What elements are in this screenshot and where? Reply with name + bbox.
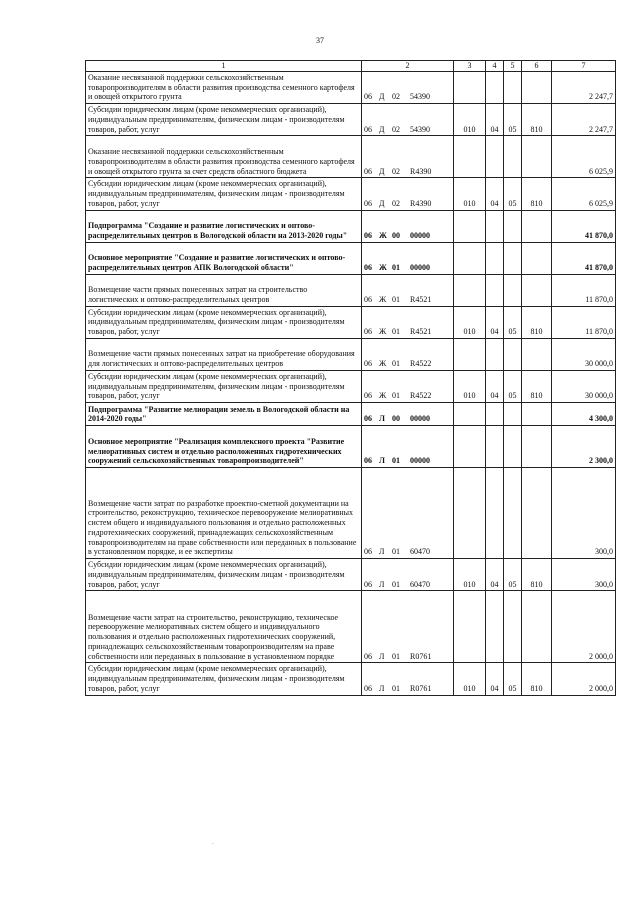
table-row <box>86 136 616 178</box>
code-part: 00 <box>392 230 400 240</box>
row-pr <box>504 403 522 426</box>
row-rz: 04 <box>486 306 504 338</box>
code-part: Л <box>379 456 385 466</box>
code-part: 06 <box>364 327 372 336</box>
code-part: 54390 <box>410 124 430 134</box>
budget-table <box>85 60 616 696</box>
row-amount: 4 300,0 <box>552 403 616 426</box>
row-name: Основное мероприятие "Создание и развитие логистических и оптово-распределительных центров АПК Вологодской области" <box>86 242 362 274</box>
code-part: 06 <box>364 230 372 240</box>
table-row <box>86 104 616 136</box>
row-name: Субсидии юридическим лицам (кроме некоммерческих организаций), индивидуальным предпринимателям, физическим лицам - производителям товаров, работ, услуг <box>86 370 362 402</box>
code-part: 06 <box>364 124 372 134</box>
row-name: Возмещение части затрат на строительство, реконструкцию, техническое перевооружение мелиоративных систем общего и индивидуального пользования и отдельно расположенных гидротехнических сооружений, принадлежащих сельскохозяйственным товаропроизводителям на праве собственности или переданных в пользование в установленном порядке <box>86 591 362 663</box>
row-vr <box>454 468 486 559</box>
row-name: Возмещение части прямых понесенных затрат на приобретение оборудования для логистических и оптово-распределительных центров <box>86 338 362 370</box>
code-part: 06 <box>364 198 372 208</box>
row-vr: 010 <box>454 178 486 210</box>
code-part: Ж <box>379 294 387 304</box>
row-rz <box>486 242 504 274</box>
row-amount: 2 247,7 <box>552 71 616 103</box>
table-row <box>86 210 616 242</box>
code-part: Ж <box>379 262 387 272</box>
code-part: Л <box>379 683 385 693</box>
table-row <box>86 426 616 468</box>
row-kosgu: 810 <box>522 306 552 338</box>
table-row <box>86 178 616 210</box>
row-amount: 11 870,0 <box>552 306 616 338</box>
code-part: 01 <box>392 262 400 272</box>
code-part: 00000 <box>410 414 430 424</box>
row-rz <box>486 468 504 559</box>
code-part: 60470 <box>410 547 430 557</box>
header-col-7: 7 <box>552 61 616 72</box>
row-kosgu: 810 <box>522 370 552 402</box>
code-part: Л <box>379 414 385 424</box>
row-amount: 2 300,0 <box>552 426 616 468</box>
code-part: 01 <box>392 547 400 557</box>
code-part: 01 <box>392 359 400 368</box>
row-rz <box>486 403 504 426</box>
row-vr <box>454 71 486 103</box>
row-amount: 11 870,0 <box>552 274 616 306</box>
header-col-4: 4 <box>486 61 504 72</box>
table-row <box>86 71 616 103</box>
row-vr <box>454 591 486 663</box>
row-pr <box>504 210 522 242</box>
code-part: R4521 <box>410 294 432 304</box>
row-kosgu <box>522 274 552 306</box>
row-vr <box>454 242 486 274</box>
row-amount: 30 000,0 <box>552 338 616 370</box>
table-row <box>86 338 616 370</box>
code-part: 06 <box>364 456 372 466</box>
row-code <box>362 104 454 136</box>
header-col-5: 5 <box>504 61 522 72</box>
code-part: 06 <box>364 414 372 424</box>
row-amount: 6 025,9 <box>552 178 616 210</box>
row-pr <box>504 468 522 559</box>
row-pr: 05 <box>504 104 522 136</box>
code-part: 00000 <box>410 230 430 240</box>
row-vr <box>454 403 486 426</box>
header-col-2: 2 <box>362 61 454 72</box>
row-code <box>362 591 454 663</box>
code-part: 01 <box>392 327 400 336</box>
table-row <box>86 663 616 695</box>
row-pr <box>504 274 522 306</box>
row-pr: 05 <box>504 306 522 338</box>
row-name: Субсидии юридическим лицам (кроме некоммерческих организаций), индивидуальным предпринимателям, физическим лицам - производителям товаров, работ, услуг <box>86 559 362 591</box>
row-code <box>362 242 454 274</box>
code-part: Ж <box>379 327 387 336</box>
code-part: 60470 <box>410 579 430 589</box>
row-amount: 2 000,0 <box>552 663 616 695</box>
table-row <box>86 468 616 559</box>
code-part: Д <box>379 124 385 134</box>
code-part: 01 <box>392 391 400 401</box>
code-part: 01 <box>392 683 400 693</box>
row-vr: 010 <box>454 104 486 136</box>
row-code <box>362 338 454 370</box>
row-kosgu <box>522 338 552 370</box>
row-kosgu: 810 <box>522 663 552 695</box>
code-part: 02 <box>392 124 400 134</box>
page-number: 37 <box>316 36 324 45</box>
table-row <box>86 559 616 591</box>
row-amount: 300,0 <box>552 468 616 559</box>
code-part: 01 <box>392 651 400 661</box>
code-part: 00 <box>392 414 400 424</box>
code-part: Д <box>379 166 385 176</box>
row-rz <box>486 338 504 370</box>
row-kosgu <box>522 136 552 178</box>
code-part: 02 <box>392 92 400 102</box>
row-pr: 05 <box>504 370 522 402</box>
row-kosgu <box>522 242 552 274</box>
row-code <box>362 468 454 559</box>
code-part: 06 <box>364 651 372 661</box>
table-row <box>86 274 616 306</box>
row-code <box>362 403 454 426</box>
code-part: 06 <box>364 547 372 557</box>
row-name: Субсидии юридическим лицам (кроме некоммерческих организаций), индивидуальным предпринимателям, физическим лицам - производителям товаров, работ, услуг <box>86 663 362 695</box>
row-amount: 2 000,0 <box>552 591 616 663</box>
row-name: Подпрограмма "Создание и развитие логистических и оптово-распределительных центров в Вологодской области на 2013-2020 годы" <box>86 210 362 242</box>
code-part: 06 <box>364 166 372 176</box>
row-rz: 04 <box>486 559 504 591</box>
row-vr: 010 <box>454 370 486 402</box>
row-name: Оказание несвязанной поддержки сельскохозяйственным товаропроизводителям в области развития производства семенного картофеля и овощей открытого грунта <box>86 71 362 103</box>
code-part: 06 <box>364 683 372 693</box>
row-rz: 04 <box>486 104 504 136</box>
code-part: Ж <box>379 230 387 240</box>
row-vr <box>454 426 486 468</box>
row-rz: 04 <box>486 370 504 402</box>
row-code <box>362 306 454 338</box>
code-part: 01 <box>392 294 400 304</box>
row-vr: 010 <box>454 663 486 695</box>
row-vr <box>454 136 486 178</box>
row-amount: 30 000,0 <box>552 370 616 402</box>
code-part: Л <box>379 547 385 557</box>
code-part: 06 <box>364 359 372 368</box>
footer-mark: . <box>212 838 214 846</box>
row-pr <box>504 426 522 468</box>
row-code <box>362 274 454 306</box>
row-name: Возмещение части затрат по разработке проектно-сметной документации на строительство, реконструкцию, техническое перевооружение мелиоративных систем общего и индивидуального пользования и отдельно расположенных гидротехнических сооружений, принадлежащих сельскохозяйственным товаропроизводителям на праве собственности или переданных в пользование в установленном порядке, и ее экспертизы <box>86 468 362 559</box>
row-amount: 2 247,7 <box>552 104 616 136</box>
code-part: 02 <box>392 198 400 208</box>
row-vr <box>454 210 486 242</box>
row-name: Основное мероприятие "Реализация комплексного проекта "Развитие мелиоративных систем и отдельно расположенных гидротехнических сооружений сельскохозяйственных товаропроизводителей" <box>86 426 362 468</box>
code-part: 01 <box>392 456 400 466</box>
code-part: 00000 <box>410 456 430 466</box>
code-part: Л <box>379 651 385 661</box>
row-name: Субсидии юридическим лицам (кроме некоммерческих организаций), индивидуальным предпринимателям, физическим лицам - производителям товаров, работ, услуг <box>86 306 362 338</box>
row-amount: 41 870,0 <box>552 210 616 242</box>
code-part: R0761 <box>410 651 432 661</box>
row-kosgu <box>522 403 552 426</box>
header-col-3: 3 <box>454 61 486 72</box>
code-part: Л <box>379 579 385 589</box>
row-name: Возмещение части прямых понесенных затрат на строительство логистических и оптово-распределительных центров <box>86 274 362 306</box>
row-kosgu <box>522 468 552 559</box>
table-row <box>86 306 616 338</box>
row-vr: 010 <box>454 559 486 591</box>
row-rz <box>486 426 504 468</box>
code-part: 06 <box>364 294 372 304</box>
table-row <box>86 403 616 426</box>
code-part: R4390 <box>410 198 432 208</box>
code-part: R0761 <box>410 683 432 693</box>
row-rz <box>486 136 504 178</box>
row-code <box>362 426 454 468</box>
table-row <box>86 370 616 402</box>
row-code <box>362 559 454 591</box>
row-kosgu <box>522 426 552 468</box>
row-code <box>362 370 454 402</box>
code-part: R4522 <box>410 391 432 401</box>
code-part: 06 <box>364 92 372 102</box>
row-code <box>362 71 454 103</box>
row-kosgu: 810 <box>522 559 552 591</box>
row-pr: 05 <box>504 663 522 695</box>
code-part: 06 <box>364 579 372 589</box>
row-pr <box>504 136 522 178</box>
row-rz <box>486 210 504 242</box>
code-part: 54390 <box>410 92 430 102</box>
code-part: Ж <box>379 391 387 401</box>
row-amount: 41 870,0 <box>552 242 616 274</box>
row-name: Субсидии юридическим лицам (кроме некоммерческих организаций), индивидуальным предпринимателям, физическим лицам - производителям товаров, работ, услуг <box>86 178 362 210</box>
row-pr <box>504 591 522 663</box>
row-kosgu <box>522 71 552 103</box>
row-vr <box>454 274 486 306</box>
code-part: 02 <box>392 166 400 176</box>
code-part: Д <box>379 198 385 208</box>
table-header-row <box>86 61 616 72</box>
row-rz <box>486 591 504 663</box>
row-amount: 300,0 <box>552 559 616 591</box>
code-part: Д <box>379 92 385 102</box>
code-part: R4521 <box>410 327 432 336</box>
row-kosgu: 810 <box>522 178 552 210</box>
table-row <box>86 242 616 274</box>
row-pr <box>504 71 522 103</box>
row-rz: 04 <box>486 663 504 695</box>
header-col-1: 1 <box>86 61 362 72</box>
row-pr: 05 <box>504 559 522 591</box>
code-part: R4390 <box>410 166 432 176</box>
row-amount: 6 025,9 <box>552 136 616 178</box>
row-rz: 04 <box>486 178 504 210</box>
row-kosgu <box>522 591 552 663</box>
code-part: 06 <box>364 391 372 401</box>
row-rz <box>486 71 504 103</box>
row-kosgu: 810 <box>522 104 552 136</box>
row-pr <box>504 242 522 274</box>
code-part: Ж <box>379 359 387 368</box>
table-row <box>86 591 616 663</box>
row-code <box>362 210 454 242</box>
code-part: 01 <box>392 579 400 589</box>
row-rz <box>486 274 504 306</box>
row-code <box>362 136 454 178</box>
code-part: 00000 <box>410 262 430 272</box>
row-kosgu <box>522 210 552 242</box>
row-name: Оказание несвязанной поддержки сельскохозяйственным товаропроизводителям в области развития производства семенного картофеля и овощей открытого грунта за счет средств областного бюджета <box>86 136 362 178</box>
code-part: 06 <box>364 262 372 272</box>
row-vr: 010 <box>454 306 486 338</box>
row-name: Субсидии юридическим лицам (кроме некоммерческих организаций), индивидуальным предпринимателям, физическим лицам - производителям товаров, работ, услуг <box>86 104 362 136</box>
row-vr <box>454 338 486 370</box>
row-pr <box>504 338 522 370</box>
row-name: Подпрограмма "Развитие мелиорации земель в Вологодской области на 2014-2020 годы" <box>86 403 362 426</box>
row-code <box>362 663 454 695</box>
header-col-6: 6 <box>522 61 552 72</box>
code-part: R4522 <box>410 359 432 368</box>
row-code <box>362 178 454 210</box>
row-pr: 05 <box>504 178 522 210</box>
